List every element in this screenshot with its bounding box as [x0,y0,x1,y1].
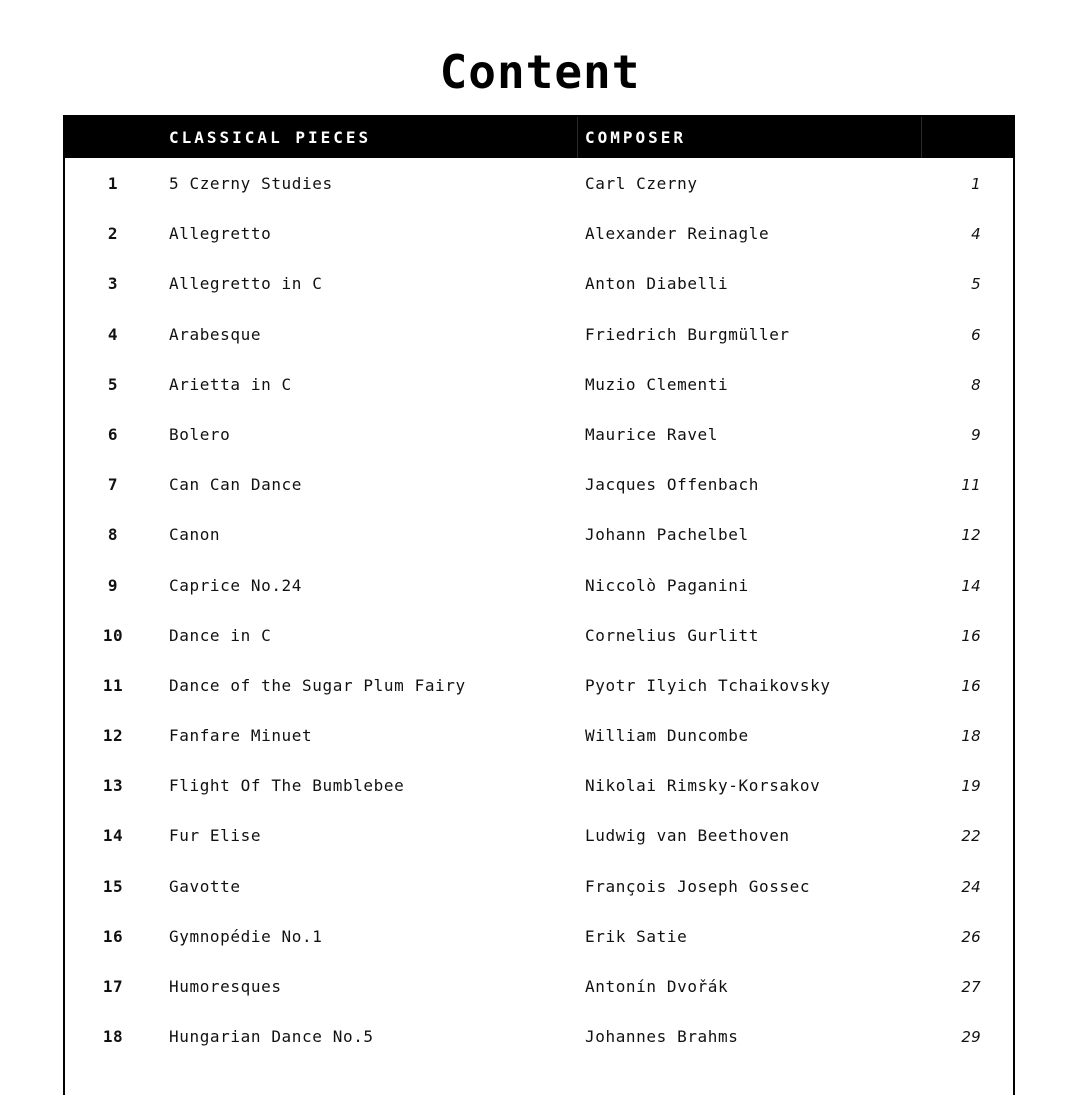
composer-name: Johann Pachelbel [585,525,749,545]
table-row [65,259,1013,309]
page-number: 9 [971,425,981,444]
composer-name: Jacques Offenbach [585,475,759,495]
page-number: 27 [961,978,981,996]
piece-title: Gavotte [169,876,241,896]
table-row [65,410,1013,460]
piece-title: Hungarian Dance No.5 [169,1027,374,1047]
composer-name: Carl Czerny [585,174,698,193]
piece-title: Humoresques [169,977,282,996]
composer-name: Muzio Clementi [585,374,729,394]
row-number: 18 [102,1027,124,1047]
piece-title: Gymnopédie No.1 [169,926,323,946]
piece-title: Fur Elise [169,826,262,846]
row-number: 1 [107,174,119,193]
page-title: Content [439,45,641,99]
page-number: 24 [961,877,981,896]
row-number: 7 [107,475,119,495]
piece-title: Arabesque [169,324,262,344]
composer-name: Friedrich Burgmüller [585,324,790,344]
table-row [65,962,1013,1012]
page-number: 11 [961,476,981,495]
piece-title: Canon [169,525,221,545]
page-number: 29 [961,1028,981,1047]
table-row [65,561,1013,611]
page-number: 22 [961,827,981,846]
composer-name: Maurice Ravel [585,424,719,444]
piece-title: Allegretto in C [169,274,323,294]
row-number: 9 [107,575,119,595]
composer-name: François Joseph Gossec [585,876,811,896]
piece-title: Dance of the Sugar Plum Fairy [169,675,466,695]
row-number: 17 [102,977,124,996]
piece-title: 5 Czerny Studies [169,174,333,193]
composer-name: Antonín Dvořák [585,977,729,996]
piece-title: Bolero [169,424,231,444]
piece-title: Caprice No.24 [169,575,303,595]
composer-name: Johannes Brahms [585,1027,739,1047]
row-number: 14 [102,826,124,846]
piece-title: Arietta in C [169,374,292,394]
table-row [65,310,1013,360]
table-row [65,510,1013,560]
page-number: 1 [971,175,981,193]
composer-name: Nikolai Rimsky-Korsakov [585,776,821,796]
row-number: 4 [107,324,119,344]
table-row [65,159,1013,209]
table-header [65,117,1013,158]
table-row [65,711,1013,761]
page-number: 6 [971,325,981,344]
row-number: 5 [107,374,119,394]
piece-title: Can Can Dance [169,475,303,495]
piece-title: Allegretto [169,224,272,244]
row-number: 2 [107,224,119,244]
composer-name: William Duncombe [585,726,749,746]
piece-title: Dance in C [169,625,272,645]
row-number: 6 [107,424,119,444]
row-number: 15 [102,876,124,896]
page-number: 19 [961,777,981,796]
page-number: 26 [961,927,981,946]
page-number: 16 [961,626,981,645]
row-number: 8 [107,525,119,545]
table-row [65,460,1013,510]
page-number: 4 [971,225,981,244]
page-number: 18 [961,727,981,746]
page-number: 8 [971,375,981,394]
piece-title: Flight Of The Bumblebee [169,776,405,796]
table-row [65,661,1013,711]
header-composer: COMPOSER [585,128,687,147]
table-row [65,1012,1013,1062]
piece-title: Fanfare Minuet [169,726,313,746]
table-row [65,912,1013,962]
table-row [65,811,1013,861]
page-number: 16 [961,676,981,695]
table-body [65,159,1013,1062]
composer-name: Alexander Reinagle [585,224,770,244]
table-row [65,862,1013,912]
composer-name: Cornelius Gurlitt [585,625,759,645]
row-number: 3 [107,274,119,294]
composer-name: Anton Diabelli [585,274,729,294]
page-number: 14 [961,576,981,595]
header-classical-pieces: CLASSICAL PIECES [169,128,372,147]
table-row [65,360,1013,410]
page-number: 12 [961,526,981,545]
table-row [65,611,1013,661]
row-number: 10 [102,625,124,645]
row-number: 13 [102,776,124,796]
table-row [65,761,1013,811]
row-number: 11 [102,675,124,695]
header-divider [577,117,578,158]
page-number: 5 [971,275,981,294]
composer-name: Ludwig van Beethoven [585,826,790,846]
row-number: 16 [102,926,124,946]
composer-name: Niccolò Paganini [585,575,749,595]
header-divider [921,117,922,158]
row-number: 12 [102,726,124,746]
contents-table [63,115,1015,1095]
composer-name: Erik Satie [585,926,688,946]
table-row [65,209,1013,259]
composer-name: Pyotr Ilyich Tchaikovsky [585,675,831,695]
